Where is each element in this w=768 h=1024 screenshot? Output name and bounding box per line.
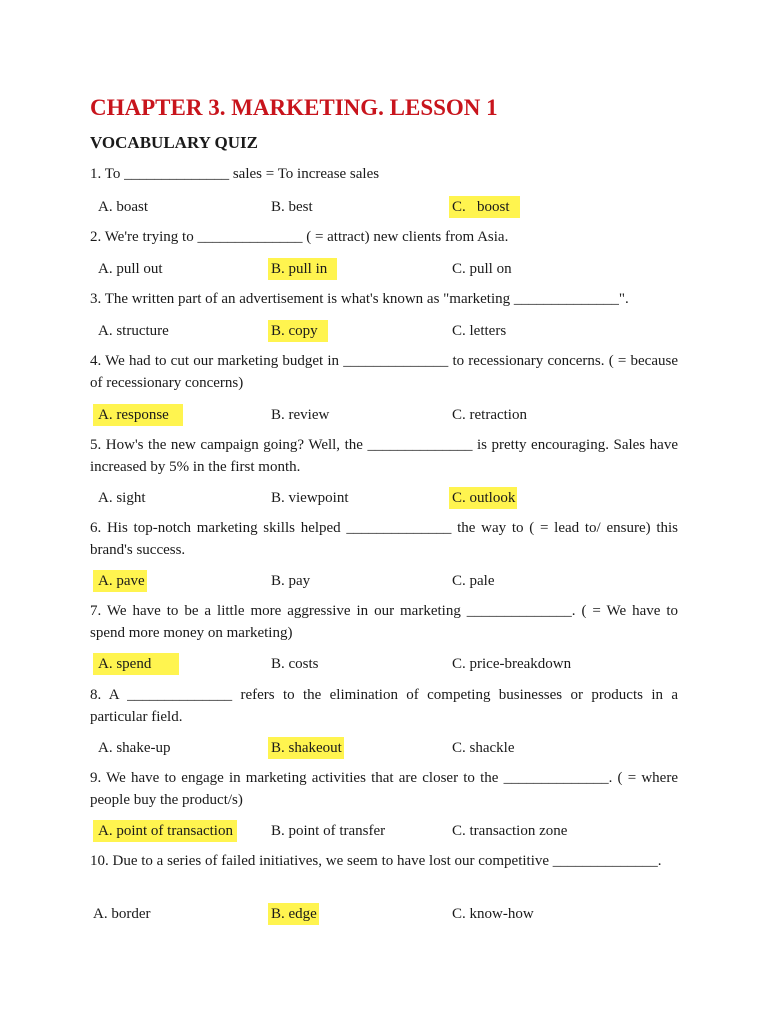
options-3 (90, 320, 678, 342)
option-7a-answer[interactable]: A. spend (93, 653, 179, 675)
option-10c[interactable]: C. know-how (452, 906, 534, 922)
question-5: 5. How's the new campaign going? Well, the ______________ is pretty encouraging. Sales have increased by 5% in the first month. (90, 437, 678, 475)
option-8b-answer[interactable]: B. shakeout (268, 737, 344, 759)
option-2c[interactable]: C. pull on (452, 261, 512, 277)
question-4: 4. We had to cut our marketing budget in ______________ to recessionary concerns. ( = because of recessionary concerns) (90, 353, 678, 391)
question-2: 2. We're trying to ______________ ( = attract) new clients from Asia. (90, 229, 509, 245)
question-10: 10. Due to a series of failed initiatives, we seem to have lost our competitive ______________. (90, 853, 662, 869)
option-5b[interactable]: B. viewpoint (271, 490, 349, 506)
option-3c[interactable]: C. letters (452, 323, 507, 339)
option-3a[interactable]: A. structure (98, 323, 169, 339)
option-10a[interactable]: A. border (93, 906, 151, 922)
option-5a[interactable]: A. sight (98, 490, 146, 506)
options-6 (90, 570, 678, 592)
option-8a[interactable]: A. shake-up (98, 740, 171, 756)
option-7c[interactable]: C. price-breakdown (452, 656, 572, 672)
options-2 (90, 258, 678, 280)
option-6c[interactable]: C. pale (452, 573, 495, 589)
options-4 (90, 404, 678, 426)
options-9 (90, 820, 678, 842)
question-7: 7. We have to be a little more aggressive in our marketing ______________. ( = We have to spend more money on marketing) (90, 603, 678, 641)
options-7 (90, 653, 678, 675)
option-9a-answer[interactable]: A. point of transaction (93, 820, 237, 842)
options-8 (90, 737, 678, 759)
question-8: 8. A ______________ refers to the elimination of competing businesses or products in a particular field. (90, 687, 678, 725)
option-5c-answer[interactable]: C. outlook (449, 487, 517, 509)
option-6a-answer[interactable]: A. pave (93, 570, 147, 592)
option-2b-answer[interactable]: B. pull in (268, 258, 337, 280)
option-9b[interactable]: B. point of transfer (271, 823, 386, 839)
option-1a[interactable]: A. boast (98, 199, 148, 215)
option-4b[interactable]: B. review (271, 407, 330, 423)
quiz-title: VOCABULARY QUIZ (90, 133, 258, 152)
option-4a-answer[interactable]: A. response (93, 404, 183, 426)
question-6: 6. His top-notch marketing skills helped ______________ the way to ( = lead to/ ensure) this brand's success. (90, 520, 678, 558)
option-7b[interactable]: B. costs (271, 656, 319, 672)
option-4c[interactable]: C. retraction (452, 407, 527, 423)
option-1c-answer[interactable]: C. boost (449, 196, 520, 218)
option-6b[interactable]: B. pay (271, 573, 311, 589)
option-2a[interactable]: A. pull out (98, 261, 163, 277)
question-1: 1. To ______________ sales = To increase sales (90, 166, 380, 182)
options-10 (90, 903, 678, 925)
option-1b[interactable]: B. best (271, 199, 313, 215)
option-10b-answer[interactable]: B. edge (268, 903, 319, 925)
question-3: 3. The written part of an advertisement is what's known as "marketing ______________". (90, 291, 629, 307)
options-1 (90, 196, 678, 218)
chapter-title: CHAPTER 3. MARKETING. LESSON 1 (90, 95, 498, 120)
options-5 (90, 487, 678, 509)
option-9c[interactable]: C. transaction zone (452, 823, 568, 839)
option-3b-answer[interactable]: B. copy (268, 320, 328, 342)
option-8c[interactable]: C. shackle (452, 740, 515, 756)
question-9: 9. We have to engage in marketing activities that are closer to the ______________. ( = where people buy the product/s) (90, 770, 678, 808)
